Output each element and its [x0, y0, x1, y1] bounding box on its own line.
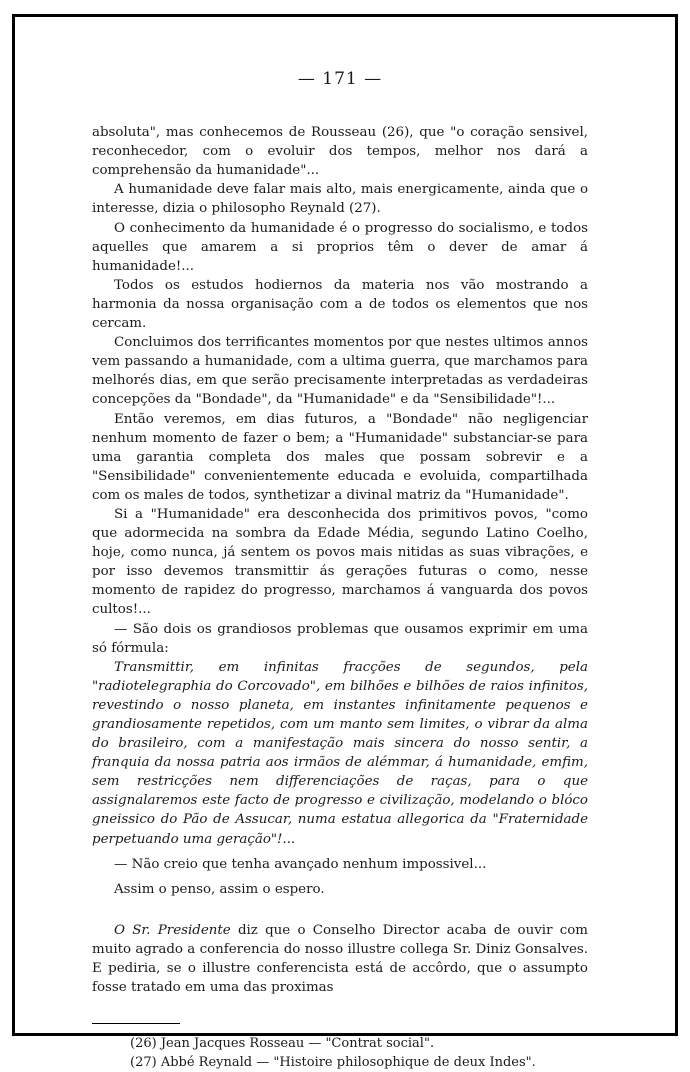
paragraph-impossivel: — Não creio que tenha avançado nenhum impossivel... — [114, 856, 487, 872]
paragraph-conhecimento: O conhecimento da humanidade é o progresso do socialismo, e todos aquelles que amarem a si proprios têm o dever de amar á humanidade!... — [92, 220, 588, 274]
page-number: — 171 — — [297, 69, 383, 89]
paragraph-humanidade: A humanidade deve falar mais alto, mais energicamente, ainda que o interesse, dizia o philosopho Reynald (27). — [92, 182, 588, 217]
paragraph-problemas: — São dois os grandiosos problemas que ousamos exprimir em uma só fórmula: — [92, 621, 588, 656]
footnote-divider — [92, 1023, 180, 1024]
document-page — [92, 70, 588, 1072]
paragraph-espero: Assim o penso, assim o espero. — [114, 881, 325, 897]
paragraph-concluimos: Concluimos dos terrificantes momentos por que nestes ultimos annos vem passando a humanidade, com a ultima guerra, que marchamos para melhorés dias, em que serão precisamente interpretadas as verdadeiras concepções da "Bondade", da "Humanidade" e da "Sensibilidade"!... — [92, 335, 588, 408]
speaker-name: O Sr. Presidente — [114, 922, 231, 938]
paragraph-estudos: Todos os estudos hodiernos da materia nos vão mostrando a harmonia da nossa organisação com a de todos os elementos que nos cercam. — [92, 277, 588, 332]
footnote-26: (26) Jean Jacques Rosseau — "Contrat social". — [130, 1036, 435, 1052]
paragraph-presidente — [92, 921, 588, 997]
paragraph-presidente-text: diz que o Conselho Director acaba de ouvir com muito agrado a conferencia do nosso illustre collega Sr. Diniz Gonsalves. E pediria, se o illustre conferencista está de accôrdo, que o assumpto fosse tratado em uma das proximas — [92, 922, 588, 996]
paragraph-entao: Então veremos, em dias futuros, a "Bondade" não negligenciar nenhum momento de fazer o bem; a "Humanidade" substanciar-se para uma garantia completa dos males que possam sobrevir e a "Sensibilidade" convenientemente educada e evoluida, compartilhada com os males de todos, synthetizar a divinal matriz da "Humanidade". — [92, 411, 588, 503]
paragraph-continuation: absoluta", mas conhecemos de Rousseau (26), que "o coração sensivel, reconhecedor, com o evoluir dos tempos, melhor nos dará a comprehensão da humanidade"... — [92, 125, 588, 179]
paragraph-formula: Transmittir, em infinitas fracções de segundos, pela "radiotelegraphia do Corcovado", em bilhões e bilhões de raios infinitos, revestindo o nosso planeta, em instantes infinitamente pequenos e grandiosamente repetidos, com um manto sem limites, o vibrar da alma do brasileiro, com a manifestação mais sincera do nosso sentir, a franquia da nossa patria aos irmãos de alémmar, á humanidade, emfim, sem restricções nem differenciações de raças, para o que assignalaremos este facto de progresso e civilização, modelando o blóco gneissico do Pão de Assucar, numa estatua allegorica da "Fraternidade perpetuando uma geração"!... — [92, 659, 588, 847]
footnote-27: (27) Abbé Reynald — "Histoire philosophique de deux Indes". — [130, 1055, 536, 1071]
paragraph-si-humanidade: Si a "Humanidade" era desconhecida dos primitivos povos, "como que adormecida na sombra da Edade Média, segundo Latino Coelho, hoje, como nunca, já sentem os povos mais nitidas as suas vibrações, e por isso devemos transmittir ás gerações futuras o como, nesse momento de rapidez do progresso, marchamos á vanguarda dos povos cultos!... — [92, 506, 588, 618]
